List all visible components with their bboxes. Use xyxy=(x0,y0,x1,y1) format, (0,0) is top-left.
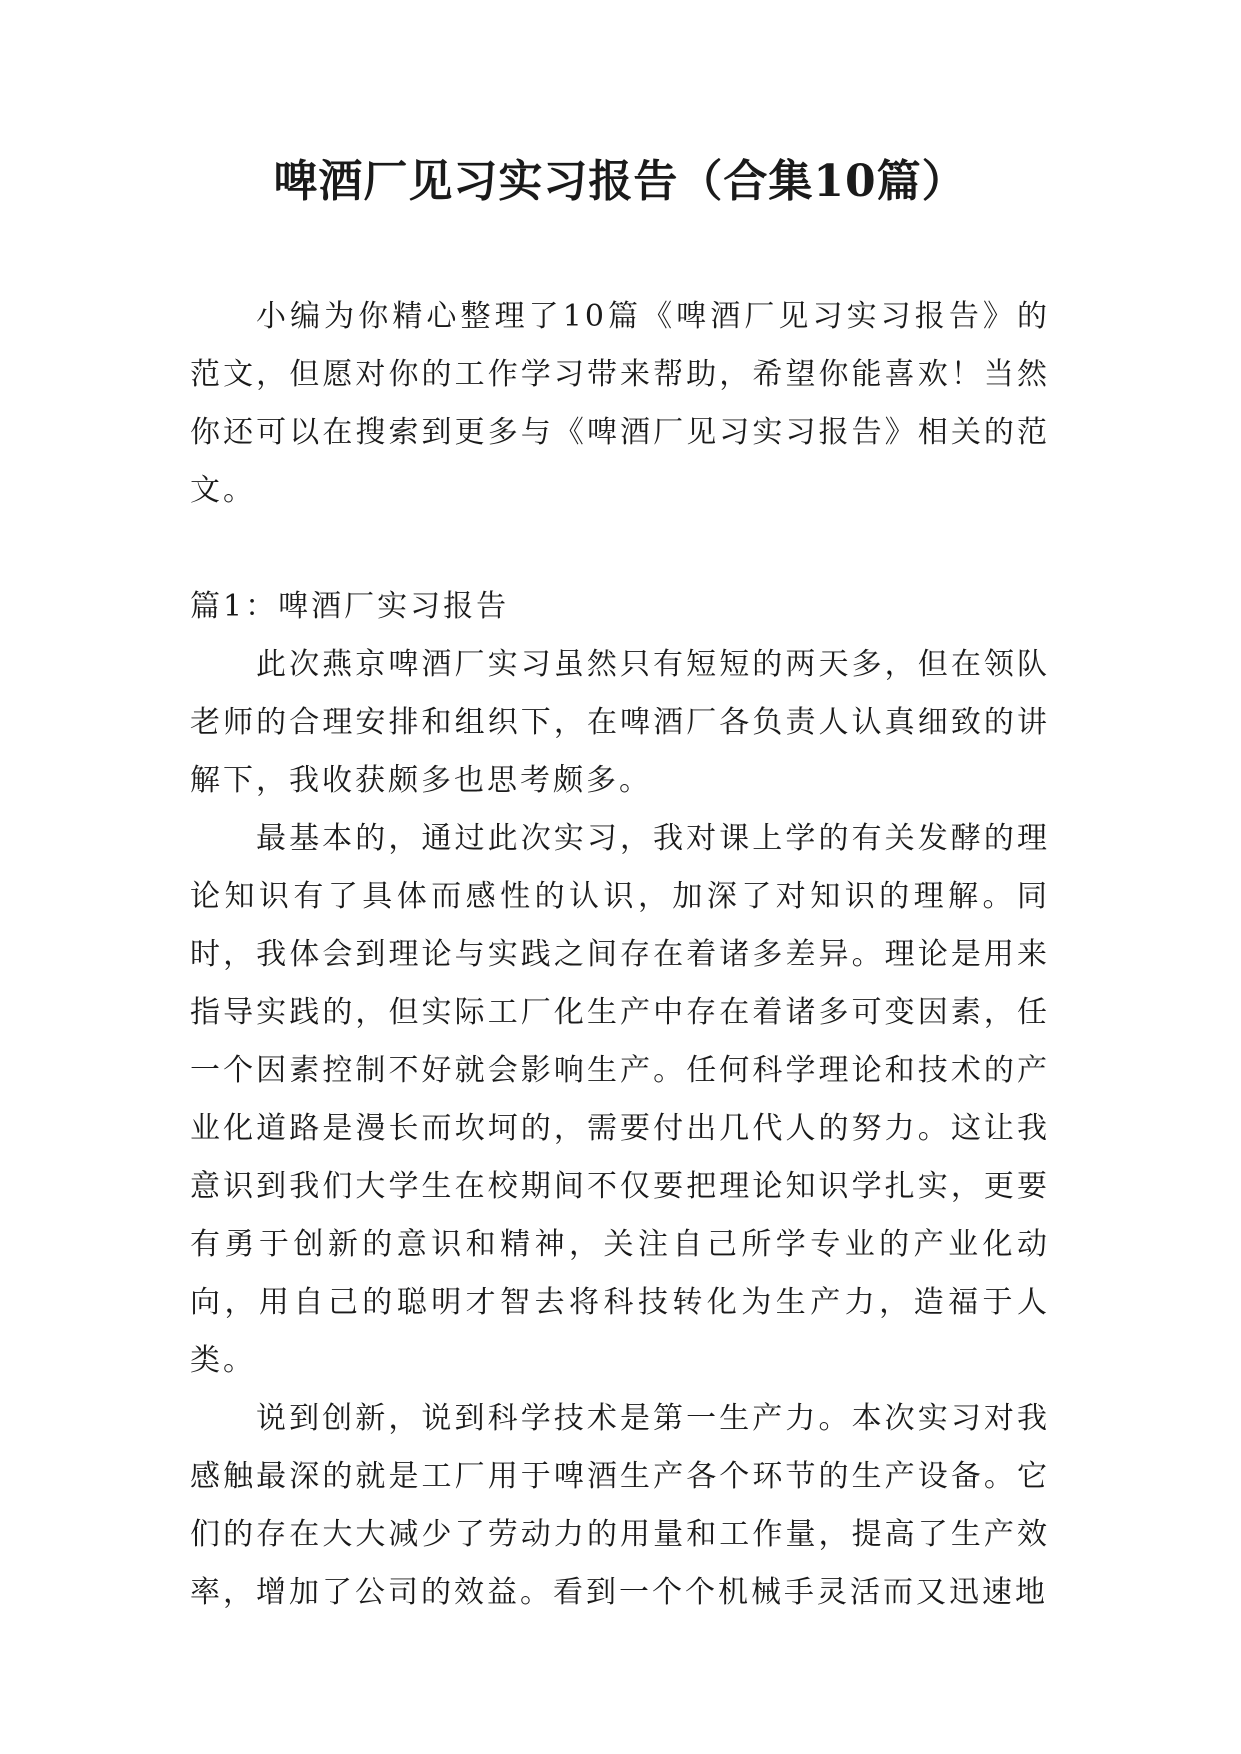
document-body xyxy=(190,288,1050,1622)
section-heading: 篇1：啤酒厂实习报告 xyxy=(190,589,510,624)
body-paragraph: 说到创新，说到科学技术是第一生产力。本次实习对我感触最深的就是工厂用于啤酒生产各个环节的生产设备。它们的存在大大减少了劳动力的用量和工作量，提高了生产效率，增加了公司的效益。看到一个个机械手灵活而又迅速地 xyxy=(190,1401,1050,1610)
body-paragraph: 此次燕京啤酒厂实习虽然只有短短的两天多，但在领队老师的合理安排和组织下，在啤酒厂各负责人认真细致的讲解下，我收获颇多也思考颇多。 xyxy=(190,647,1050,798)
document-title: 啤酒厂见习实习报告（合集10篇） xyxy=(273,156,967,207)
intro-paragraph: 小编为你精心整理了10篇《啤酒厂见习实习报告》的范文，但愿对你的工作学习带来帮助，希望你能喜欢！当然你还可以在搜索到更多与《啤酒厂见习实习报告》相关的范文。 xyxy=(190,299,1050,508)
body-paragraph: 最基本的，通过此次实习，我对课上学的有关发酵的理论知识有了具体而感性的认识，加深了对知识的理解。同时，我体会到理论与实践之间存在着诸多差异。理论是用来指导实践的，但实际工厂化生产中存在着诸多可变因素，任一个因素控制不好就会影响生产。任何科学理论和技术的产业化道路是漫长而坎坷的，需要付出几代人的努力。这让我意识到我们大学生在校期间不仅要把理论知识学扎实，更要有勇于创新的意识和精神，关注自己所学专业的产业化动向，用自己的聪明才智去将科技转化为生产力，造福于人类。 xyxy=(190,821,1050,1378)
